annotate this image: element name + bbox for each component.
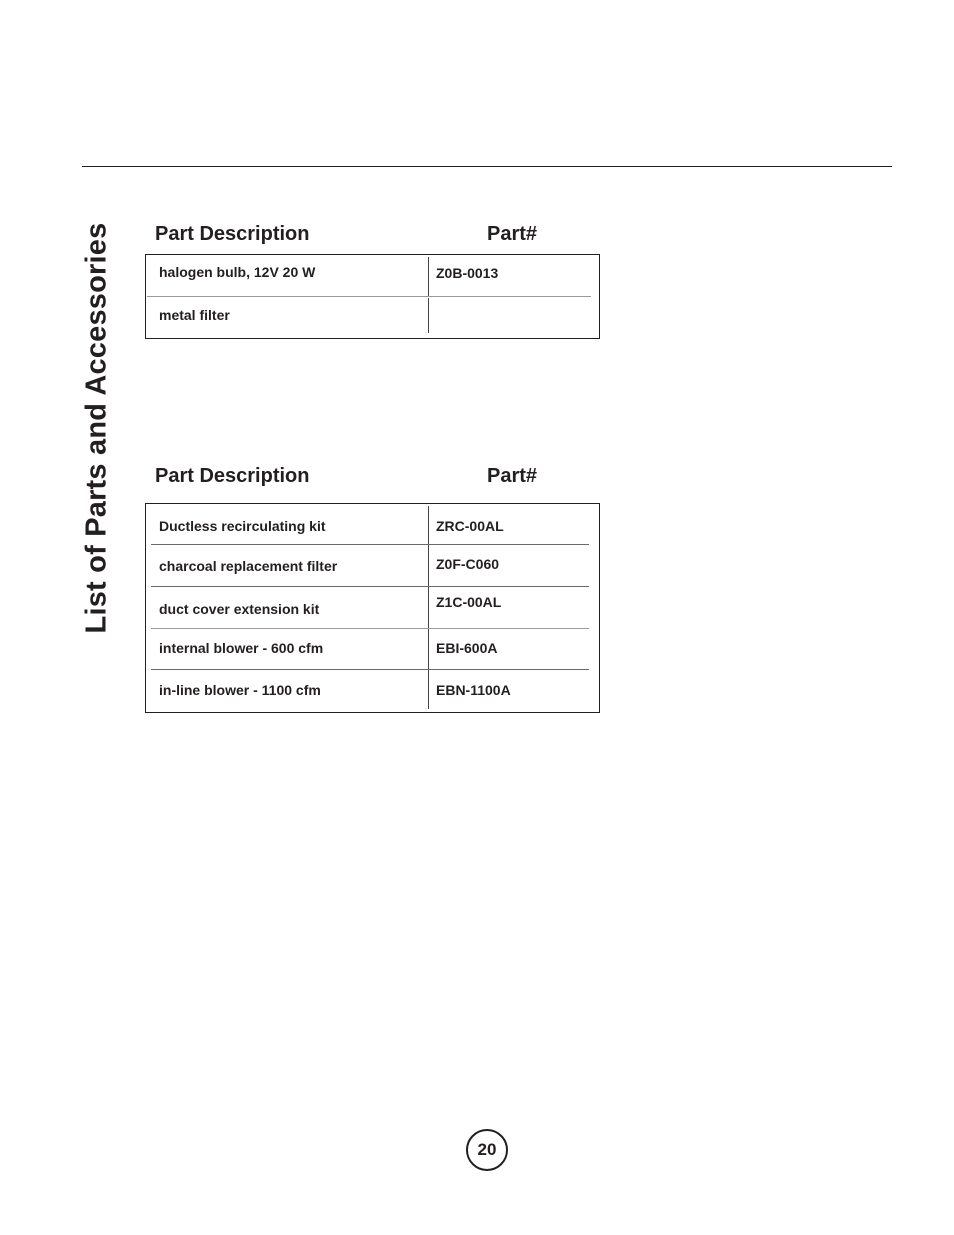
- table1-row1-description: halogen bulb, 12V 20 W: [159, 264, 316, 280]
- table2-header-part: Part#: [487, 465, 538, 487]
- table1-row2-description: metal filter: [159, 307, 230, 323]
- table2-row2-part: Z0F-C060: [436, 556, 500, 572]
- table2-row-divider: [151, 586, 589, 587]
- page-number: 20: [466, 1129, 508, 1171]
- table2-row5-description: in-line blower - 1100 cfm: [159, 682, 321, 698]
- table2-row1-description: Ductless recirculating kit: [159, 518, 326, 534]
- table2-row4-part: EBI-600A: [436, 640, 498, 656]
- table1-row1-part: Z0B-0013: [436, 265, 499, 281]
- table2-column-divider: [428, 506, 429, 709]
- table1-column-divider: [428, 298, 429, 333]
- table2-row4-description: internal blower - 600 cfm: [159, 640, 324, 656]
- table1-header-part: Part#: [487, 223, 538, 245]
- table2-row2-description: charcoal replacement filter: [159, 558, 338, 574]
- table2-row-divider: [151, 544, 589, 545]
- table2-row5-part: EBN-1100A: [436, 682, 511, 698]
- table2-header-description: Part Description: [155, 465, 310, 487]
- table2-row3-description: duct cover extension kit: [159, 601, 320, 617]
- table1-column-divider: [428, 257, 429, 296]
- top-rule: [82, 166, 892, 167]
- table2-row-divider: [151, 628, 589, 629]
- table2-row1-part: ZRC-00AL: [436, 518, 504, 534]
- table2-row3-part: Z1C-00AL: [436, 594, 502, 610]
- table1-header-description: Part Description: [155, 223, 310, 245]
- section-title: List of Parts and Accessories: [80, 222, 113, 634]
- table2-row-divider: [151, 669, 589, 670]
- table1-row-divider: [147, 296, 591, 297]
